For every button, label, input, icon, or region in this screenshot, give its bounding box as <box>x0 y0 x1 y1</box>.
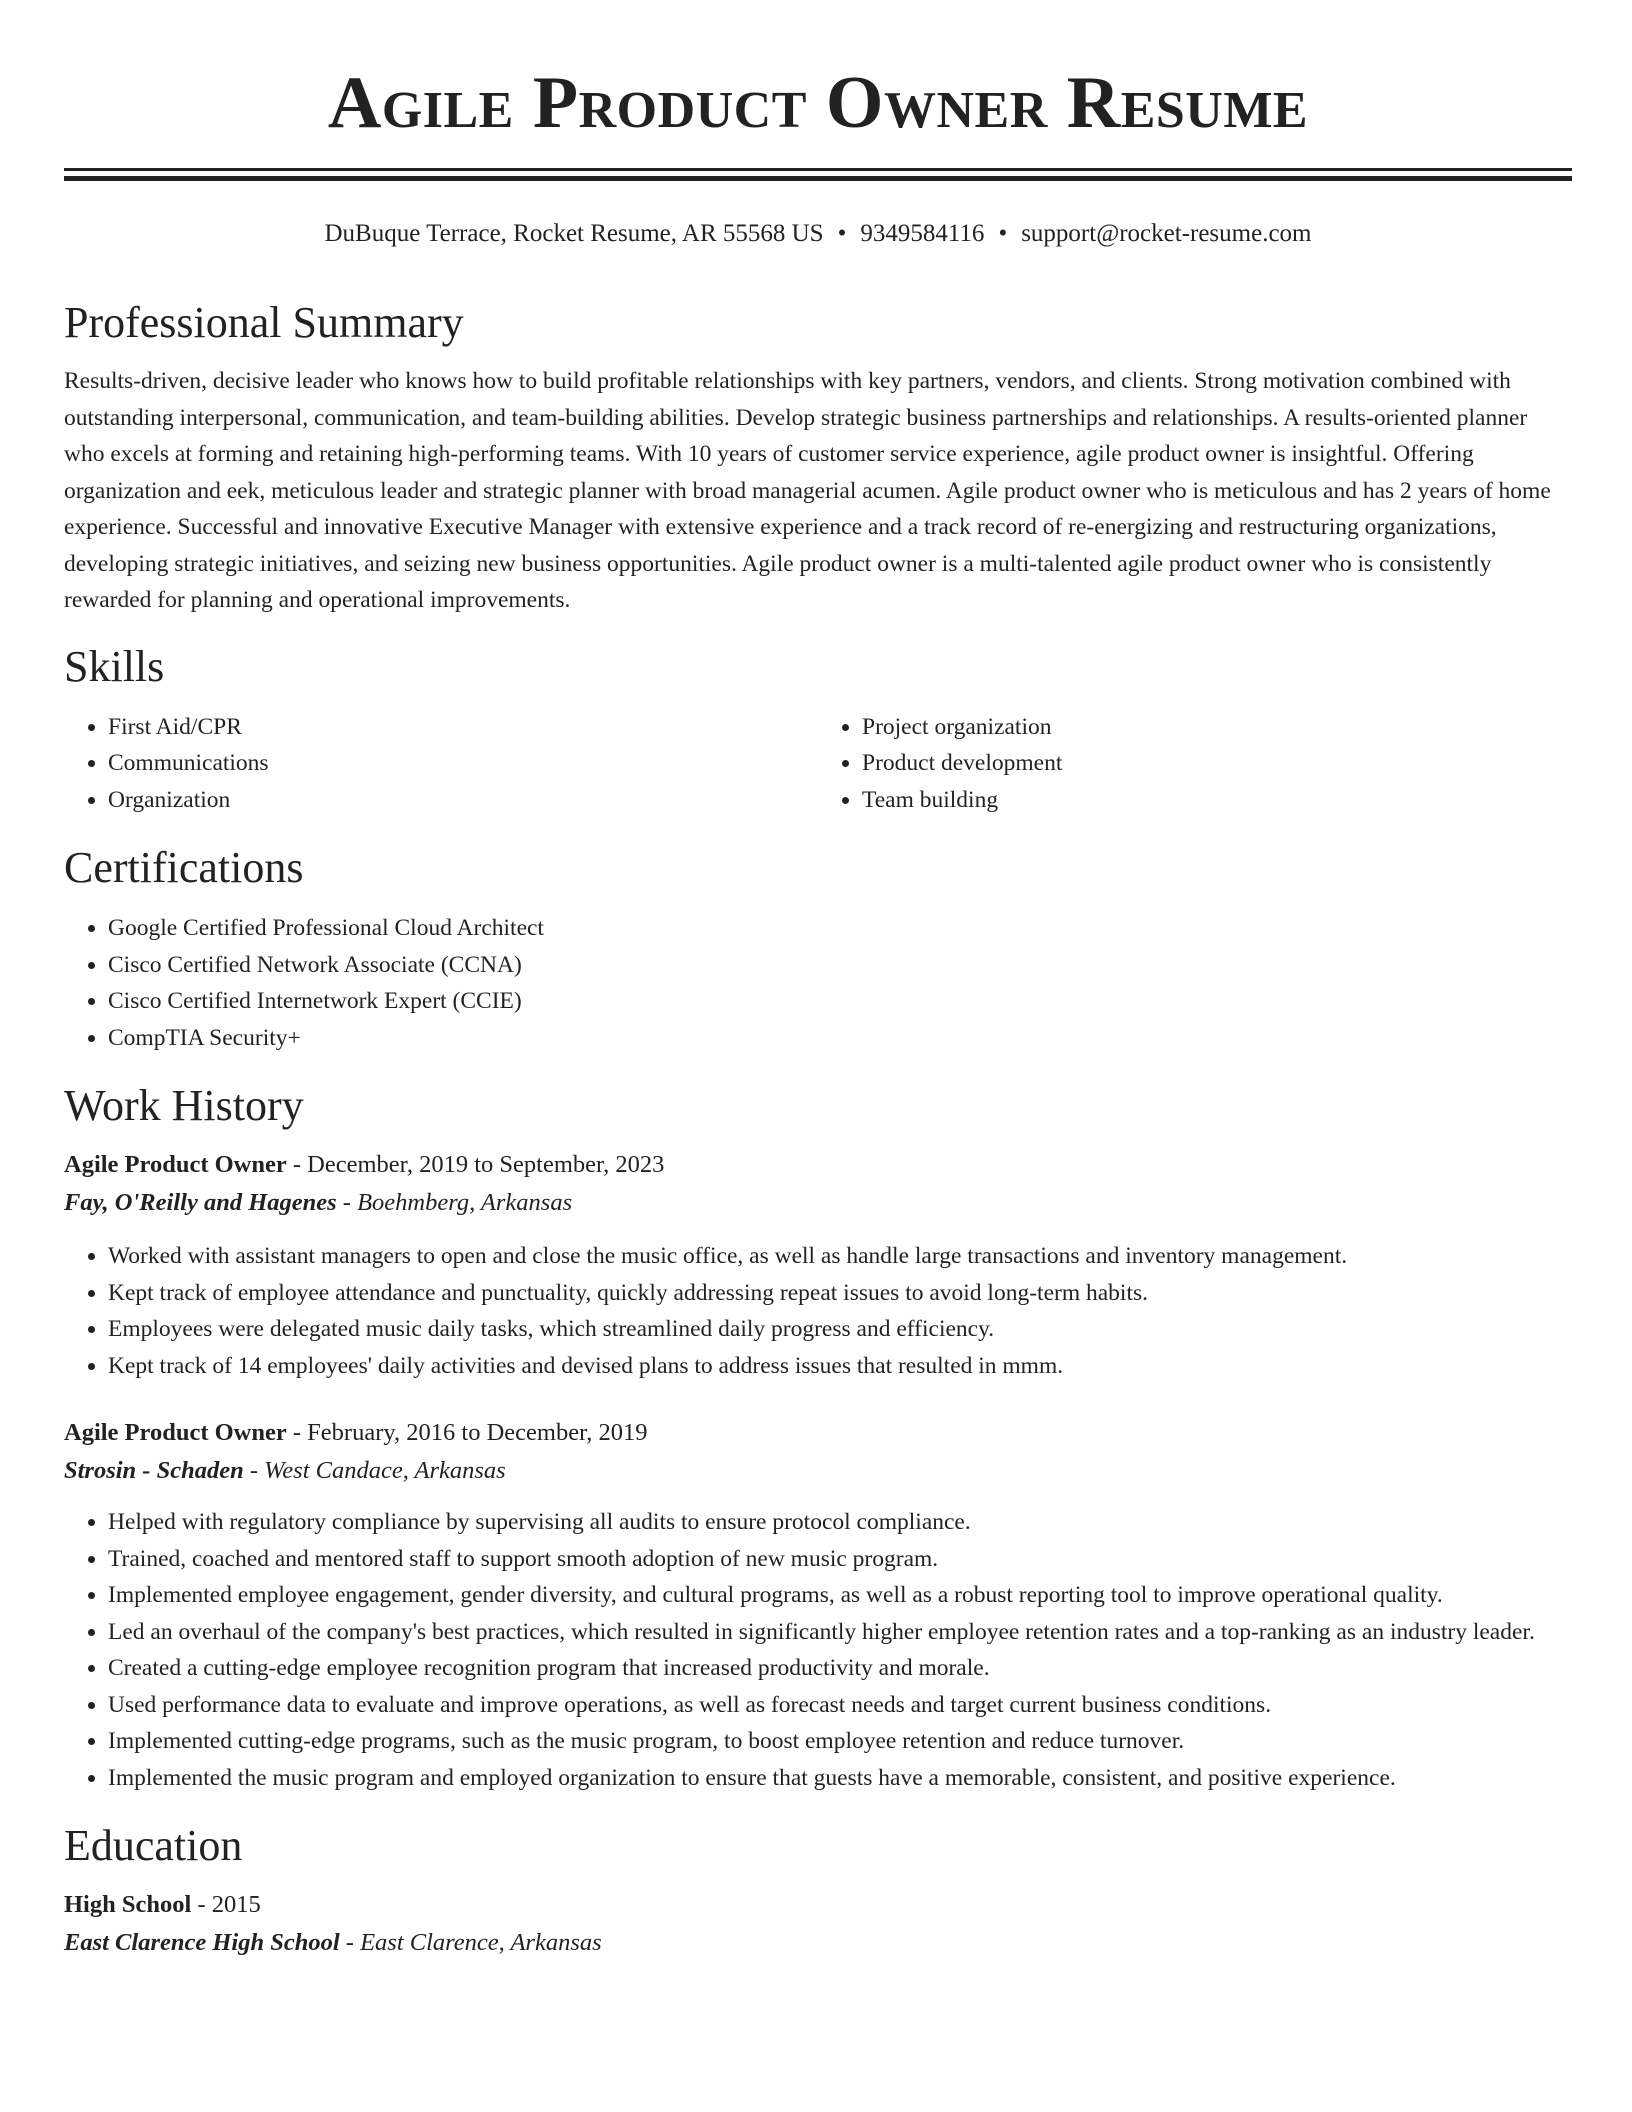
skills-heading: Skills <box>64 641 165 691</box>
title-divider-thick <box>64 176 1572 181</box>
skill-item: • Project organization <box>862 709 1572 746</box>
skills-list-left <box>64 709 818 819</box>
job-bullet: • Led an overhaul of the company's best practices, which resulted in significantly higher employee retention rates and a top-ranking as an industry leader. <box>108 1614 1572 1651</box>
job-header <box>64 1414 1572 1452</box>
job-bullet: • Trained, coached and mentored staff to support smooth adoption of new music program. <box>108 1541 1572 1578</box>
certifications-section <box>64 840 1572 1056</box>
job-company: Strosin - Schaden <box>64 1457 244 1484</box>
skills-list-right <box>818 709 1572 819</box>
job-bullet: • Implemented employee engagement, gender diversity, and cultural programs, as well as a robust reporting tool to improve operational quality. <box>108 1577 1572 1614</box>
contact-separator: • <box>998 220 1008 247</box>
education-header <box>64 1886 1572 1924</box>
summary-text: Results-driven, decisive leader who knows how to build profitable relationships with key partners, vendors, and clients. Strong motivation combined with outstanding interpersonal, communication, and team-building abilities. Develop strategic business partnerships and relationships. A results-oriented planner who excels at forming and retaining high-performing teams. With 10 years of customer service experience, agile product owner is insightful. Offering organization and eek, meticulous leader and strategic planner with broad managerial acumen. Agile product owner who is meticulous and has 2 years of home experience. Successful and innovative Executive Manager with extensive experience and a track record of re-energizing and restructuring organizations, developing strategic initiatives, and seizing new business opportunities. Agile product owner is a multi-talented agile product owner who is consistently rewarded for planning and operational improvements. <box>64 368 1551 613</box>
job-bullet: • Implemented the music program and employed organization to ensure that guests have a memorable, consistent, and positive experience. <box>108 1760 1572 1797</box>
education-section <box>64 1818 1572 1962</box>
education-location: - East Clarence, Arkansas <box>339 1929 602 1956</box>
education-degree: High School <box>64 1891 192 1918</box>
skills-section <box>64 639 1572 819</box>
job-location: - West Candace, Arkansas <box>243 1457 506 1484</box>
job-company-line <box>64 1452 1572 1490</box>
resume-page <box>64 0 1572 1962</box>
certification-item: • CompTIA Security+ <box>108 1020 1572 1057</box>
education-school: East Clarence High School <box>64 1929 340 1956</box>
skill-item: • Organization <box>108 782 818 819</box>
resume-title: Agile Product Owner Resume <box>327 62 1309 144</box>
job-title: Agile Product Owner <box>64 1419 287 1446</box>
job-bullet: • Helped with regulatory compliance by supervising all audits to ensure protocol compliance. <box>108 1504 1572 1541</box>
education-heading: Education <box>64 1821 243 1870</box>
education-year: - 2015 <box>191 1891 261 1918</box>
job-company: Fay, O'Reilly and Hagenes <box>64 1189 337 1216</box>
job-location: - Boehmberg, Arkansas <box>336 1189 573 1216</box>
job-dates: - February, 2016 to December, 2019 <box>286 1419 648 1446</box>
certifications-list <box>64 910 1572 1056</box>
job-bullet: • Created a cutting-edge employee recognition program that increased productivity and morale. <box>108 1650 1572 1687</box>
job-bullet: • Employees were delegated music daily tasks, which streamlined daily progress and efficiency. <box>108 1311 1572 1348</box>
certifications-heading: Certifications <box>64 843 304 892</box>
job-bullet: • Kept track of 14 employees' daily activities and devised plans to address issues that resulted in mmm. <box>108 1348 1572 1385</box>
summary-section <box>64 295 1572 619</box>
job-title: Agile Product Owner <box>64 1151 287 1178</box>
job-company-line <box>64 1184 1572 1222</box>
work-history-heading: Work History <box>64 1081 304 1130</box>
job-header <box>64 1146 1572 1184</box>
education-school-line <box>64 1924 1572 1962</box>
certification-item: • Google Certified Professional Cloud Architect <box>108 910 1572 947</box>
job-entry <box>64 1414 1572 1796</box>
education-entry <box>64 1886 1572 1962</box>
contact-phone: 9349584116 <box>860 220 985 247</box>
contact-email: support@rocket-resume.com <box>1021 220 1312 247</box>
skill-item: • Communications <box>108 745 818 782</box>
job-entry <box>64 1146 1572 1384</box>
job-bullet: • Used performance data to evaluate and improve operations, as well as forecast needs and target current business conditions. <box>108 1687 1572 1724</box>
job-bullet: • Worked with assistant managers to open and close the music office, as well as handle large transactions and inventory management. <box>108 1238 1572 1275</box>
contact-address: DuBuque Terrace, Rocket Resume, AR 55568 US <box>324 220 824 247</box>
skill-item: • Team building <box>862 782 1572 819</box>
contact-separator: • <box>837 220 847 247</box>
job-bullet: • Kept track of employee attendance and punctuality, quickly addressing repeat issues to avoid long-term habits. <box>108 1275 1572 1312</box>
skill-item: • First Aid/CPR <box>108 709 818 746</box>
job-dates: - December, 2019 to September, 2023 <box>286 1151 665 1178</box>
title-divider-thin <box>64 168 1572 171</box>
work-history-section <box>64 1078 1572 1796</box>
skills-grid <box>64 709 1572 819</box>
summary-heading: Professional Summary <box>64 298 464 347</box>
job-bullets <box>64 1504 1572 1796</box>
certification-item: • Cisco Certified Internetwork Expert (CCIE) <box>108 983 1572 1020</box>
contact-line <box>64 217 1572 251</box>
job-bullets <box>64 1238 1572 1384</box>
certification-item: • Cisco Certified Network Associate (CCNA) <box>108 947 1572 984</box>
skill-item: • Product development <box>862 745 1572 782</box>
job-bullet: • Implemented cutting-edge programs, such as the music program, to boost employee retention and reduce turnover. <box>108 1723 1572 1760</box>
